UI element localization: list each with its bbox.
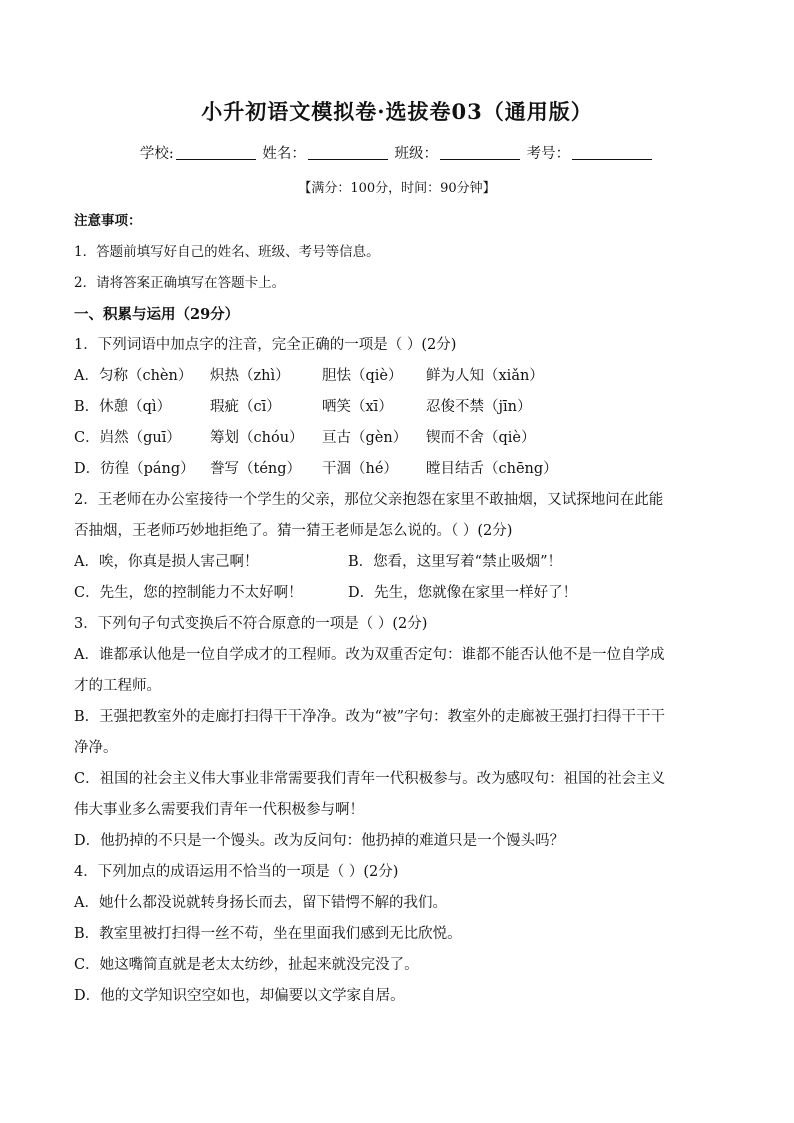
section-heading: 一、积累与运用（29分） xyxy=(74,306,240,323)
question-4-option-a[interactable]: A．她什么都没说就转身扬长而去，留下错愕不解的我们。 xyxy=(74,895,447,911)
option-word: 瑕疵（cī） xyxy=(210,399,281,415)
question-1-option-d[interactable] xyxy=(74,454,726,485)
name-label: 姓名： xyxy=(262,146,306,162)
option-word: 忍俊不禁（jīn） xyxy=(426,399,532,415)
student-info-line xyxy=(0,142,794,163)
school-blank[interactable] xyxy=(176,145,256,160)
question-3-option-b-cont[interactable]: 净净。 xyxy=(74,740,118,756)
option-word: C．岿然（guī） xyxy=(74,430,181,446)
question-3-option-b[interactable]: B．王强把教室外的走廊打扫得干干净净。改为“被”字句：教室外的走廊被王强打扫得干干干 xyxy=(74,709,665,725)
question-2-stem: 2．王老师在办公室接待一个学生的父亲，那位父亲抱怨在家里不敢抽烟，又试探地问在此能 xyxy=(74,492,664,508)
question-4-option-c[interactable]: C．她这嘴简直就是老太太纺纱，扯起来就没完没了。 xyxy=(74,957,419,973)
exam-content xyxy=(74,206,726,1012)
question-4-option-b[interactable]: B．教室里被打扫得一丝不苟，坐在里面我们感到无比欣悦。 xyxy=(74,926,462,942)
question-2-option-b[interactable]: B．您看，这里写着“禁止吸烟”！ xyxy=(348,554,562,570)
option-word: 哂笑（xī） xyxy=(322,399,393,415)
question-1-option-a[interactable] xyxy=(74,361,726,392)
option-word: A．匀称（chèn） xyxy=(74,368,193,384)
option-word: D．彷徨（páng） xyxy=(74,461,195,477)
note-item: 2．请将答案正确填写在答题卡上。 xyxy=(74,275,286,291)
school-label: 学校: xyxy=(139,146,174,162)
page-title: 小升初语文模拟卷·选拔卷03（通用版） xyxy=(201,99,593,124)
option-word: 胆怯（qiè） xyxy=(322,368,403,384)
question-1-option-b[interactable] xyxy=(74,392,726,423)
exam-meta: 【满分：100分，时间：90分钟】 xyxy=(298,181,496,196)
question-3-option-a[interactable]: A．谁都承认他是一位自学成才的工程师。改为双重否定句：谁都不能否认他不是一位自学成 xyxy=(74,647,665,663)
option-word: 干涸（hé） xyxy=(322,461,398,477)
question-2-stem-cont: 否抽烟，王老师巧妙地拒绝了。猜一猜王老师是怎么说的。（ ）(2分) xyxy=(74,523,513,539)
question-2-option-a[interactable]: A．唉，你真是损人害己啊！ xyxy=(74,554,259,570)
question-3-option-c-cont[interactable]: 伟大事业多么需要我们青年一代积极参与啊！ xyxy=(74,802,364,818)
number-label: 考号： xyxy=(526,146,571,162)
class-blank[interactable] xyxy=(440,145,520,160)
question-3-option-a-cont[interactable]: 才的工程师。 xyxy=(74,678,161,694)
name-blank[interactable] xyxy=(308,145,388,160)
question-3-stem: 3．下列句子句式变换后不符合原意的一项是（ ）(2分) xyxy=(74,616,428,632)
note-item: 1．答题前填写好自己的姓名、班级、考号等信息。 xyxy=(74,244,380,260)
option-word: 锲而不舍（qiè） xyxy=(426,430,536,446)
option-word: 瞠目结舌（chēng） xyxy=(426,461,558,477)
option-word: 誊写（téng） xyxy=(210,461,302,477)
notes-heading: 注意事项： xyxy=(74,213,142,229)
question-3-option-c[interactable]: C．祖国的社会主义伟大事业非常需要我们青年一代积极参与。改为感叹句：祖国的社会主义 xyxy=(74,771,666,787)
class-label: 班级： xyxy=(394,146,438,162)
option-word: 炽热（zhì） xyxy=(210,368,290,384)
question-4-stem: 4．下列加点的成语运用不恰当的一项是（ ）(2分) xyxy=(74,864,399,880)
question-4-option-d[interactable]: D．他的文学知识空空如也，却偏要以文学家自居。 xyxy=(74,988,405,1004)
question-2-option-d[interactable]: D．先生，您就像在家里一样好了！ xyxy=(348,585,578,601)
option-word: 亘古（gèn） xyxy=(322,430,408,446)
question-3-option-d[interactable]: D．他扔掉的不只是一个馒头。改为反问句：他扔掉的难道只是一个馒头吗？ xyxy=(74,833,565,849)
question-2-option-c[interactable]: C．先生，您的控制能力不太好啊！ xyxy=(74,585,303,601)
option-word: B．休憩（qì） xyxy=(74,399,172,415)
option-word: 鲜为人知（xiǎn） xyxy=(426,368,544,384)
question-1-option-c[interactable] xyxy=(74,423,726,454)
option-word: 筹划（chóu） xyxy=(210,430,304,446)
question-1-stem: 1．下列词语中加点字的注音，完全正确的一项是（ ）(2分) xyxy=(74,337,457,353)
number-blank[interactable] xyxy=(572,145,652,160)
